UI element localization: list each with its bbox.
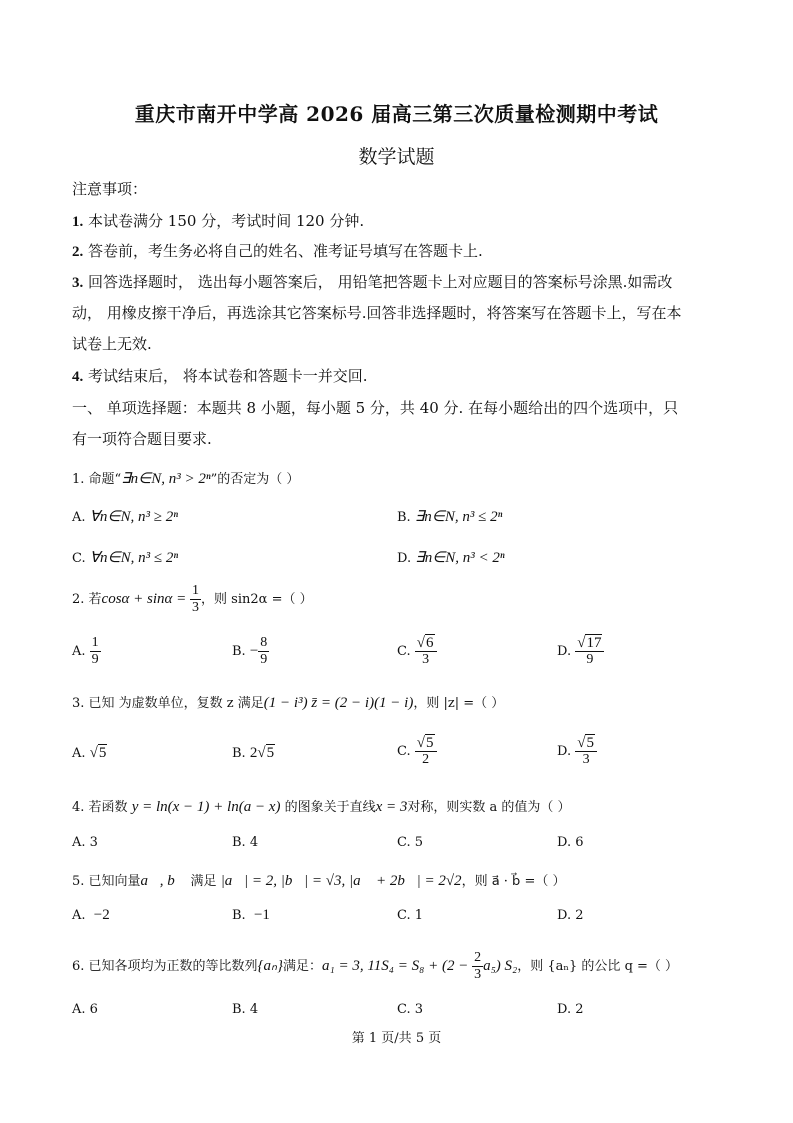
q3-option-c-label: C. xyxy=(397,744,411,759)
q5-stem-pre: 5. 已知向量 xyxy=(72,874,141,889)
q6-option-a: A. 6 xyxy=(72,1002,98,1017)
q4-option-c: C. 5 xyxy=(397,835,424,850)
q1-option-b xyxy=(397,507,502,526)
notice-item-3-num: 3. xyxy=(72,275,84,291)
question-1-stem xyxy=(72,468,299,488)
q1-option-a-label: A. xyxy=(72,510,86,525)
q2-option-d-fraction xyxy=(575,635,604,668)
q5-option-b xyxy=(232,907,270,924)
q3-d-numerator: √5 xyxy=(575,735,597,752)
q2-option-a-label: A. xyxy=(72,644,86,659)
q3-c-denominator: 2 xyxy=(422,752,430,767)
q2-c-radicand: 6 xyxy=(426,635,434,651)
q3-a-radicand: 5 xyxy=(98,745,107,761)
notice-item-3-line-1 xyxy=(72,271,672,292)
q2-a-numerator: 1 xyxy=(91,635,99,650)
q6-stem-pre: 6. 已知各项均为正数的等比数列 xyxy=(72,959,258,974)
q2-option-b xyxy=(232,635,269,668)
q4-option-b: B. 4 xyxy=(232,835,259,850)
q2-frac-denominator: 3 xyxy=(192,600,200,615)
q2-c-numerator: √6 xyxy=(415,635,437,652)
q3-stem-pre: 3. 已知 为虚数单位，复数 z 满足 xyxy=(72,696,264,711)
q2-b-numerator: 8 xyxy=(260,635,268,650)
q3-c-numerator: √5 xyxy=(415,735,437,752)
notice-item-2-text: 答卷前，考生务必将自己的姓名、准考证号填写在答题卡上. xyxy=(88,242,483,260)
q4-option-d: D. 6 xyxy=(557,835,584,850)
q1-option-a xyxy=(72,507,178,526)
q1-option-c-label: C. xyxy=(72,551,86,566)
notice-item-1 xyxy=(72,210,364,231)
q4-stem-post: 对称，则实数 a 的值为（ ） xyxy=(407,800,571,815)
q4-stem-pre: 4. 若函数 xyxy=(72,800,128,815)
q2-b-denominator: 9 xyxy=(260,652,268,667)
q5-option-b-label: B. xyxy=(232,908,246,923)
q1-option-b-expr: ∃n∈N, n³ ≤ 2ⁿ xyxy=(414,509,503,525)
q2-d-radicand: 17 xyxy=(586,635,602,651)
q6-stem-expr-1: a₁ = 3, 11S₄ = S₈ + (2 − xyxy=(322,958,473,974)
q3-d-radicand: 5 xyxy=(586,735,594,751)
q2-option-d-label: D. xyxy=(557,644,572,659)
q1-option-c-expr: ∀n∈N, n³ ≤ 2ⁿ xyxy=(89,550,179,566)
q5-option-b-value: −1 xyxy=(253,907,270,923)
notice-heading: 注意事项： xyxy=(72,180,148,198)
question-6-stem xyxy=(72,950,678,983)
q3-b-radicand: 5 xyxy=(266,745,275,761)
q3-option-b xyxy=(232,745,275,762)
q2-stem-expr: cosα + sinα = xyxy=(101,591,191,607)
q1-stem-post: ”的否定为（ ） xyxy=(210,472,300,487)
q3-option-a-label: A. xyxy=(72,746,86,761)
q3-c-radicand: 5 xyxy=(426,735,434,751)
q3-option-c xyxy=(397,735,437,768)
exam-title: 重庆市南开中学高 2026 届高三第三次质量检测期中考试 xyxy=(134,102,659,126)
q3-option-d-label: D. xyxy=(557,744,572,759)
notice-item-1-text: 本试卷满分 150 分，考试时间 120 分钟. xyxy=(88,212,365,230)
q2-option-b-label: B. xyxy=(232,644,246,659)
q6-stem-mid: 满足： xyxy=(283,959,323,974)
q3-option-d-fraction xyxy=(575,735,597,768)
q2-option-c xyxy=(397,635,437,668)
q5-option-a-value: −2 xyxy=(93,907,110,923)
q2-option-d xyxy=(557,635,604,668)
q5-option-a xyxy=(72,907,110,924)
question-2-stem xyxy=(72,583,313,616)
q1-stem-expr: ∃n∈N, n³ > 2ⁿ xyxy=(121,471,211,487)
question-5-stem xyxy=(72,870,565,890)
notice-item-3-line-3: 试卷上无效. xyxy=(72,335,152,353)
notice-item-2-num: 2. xyxy=(72,244,84,260)
q3-option-b-sqrt: √5 xyxy=(257,745,275,761)
q2-option-b-fraction xyxy=(258,635,269,668)
q5-stem-vectors: a⃗, b⃗ xyxy=(140,873,187,889)
notice-item-3-line-2: 动， 用橡皮擦干净后，再选涂其它答案标号.回答非选择题时，将答案写在答题卡上，写在本 xyxy=(72,304,682,322)
q2-option-c-label: C. xyxy=(397,644,411,659)
notice-item-3-text-1: 回答选择题时， 选出每小题答案后， 用铅笔把答题卡上对应题目的答案标号涂黑.如需改 xyxy=(88,273,673,291)
q2-option-a xyxy=(72,635,101,668)
q2-option-b-sign: − xyxy=(249,643,259,659)
q1-option-c xyxy=(72,548,178,567)
q2-stem-fraction xyxy=(190,583,201,616)
q6-stem-post: ，则 {aₙ} 的公比 q =（ ） xyxy=(517,959,679,974)
q6-stem-expr-2: a₅) S₂ xyxy=(483,958,518,974)
q2-option-c-fraction xyxy=(415,635,437,668)
q5-option-c: C. 1 xyxy=(397,908,424,923)
q6-stem-fraction xyxy=(472,950,483,983)
q3-option-b-label: B. xyxy=(232,746,246,761)
q2-stem-post: ，则 sin2α =（ ） xyxy=(201,592,313,607)
notice-item-4 xyxy=(72,365,368,386)
question-3-stem xyxy=(72,692,504,712)
q3-stem-post: ，则 |z| =（ ） xyxy=(413,696,505,711)
q2-d-denominator: 9 xyxy=(586,652,594,667)
q1-option-a-expr: ∀n∈N, n³ ≥ 2ⁿ xyxy=(89,509,178,525)
q4-option-a: A. 3 xyxy=(72,835,98,850)
q2-c-denominator: 3 xyxy=(422,652,430,667)
q6-stem-sequence: {aₙ} xyxy=(257,958,284,974)
q4-stem-expr: y = ln(x − 1) + ln(a − x) xyxy=(131,799,281,815)
notice-item-4-text: 考试结束后， 将本试卷和答题卡一并交回. xyxy=(88,367,368,385)
q6-option-d: D. 2 xyxy=(557,1002,584,1017)
q6-option-b: B. 4 xyxy=(232,1002,259,1017)
q5-option-a-label: A. xyxy=(72,908,86,923)
q2-stem-pre: 2. 若 xyxy=(72,592,102,607)
q6-frac-numerator: 2 xyxy=(474,950,482,965)
q3-d-denominator: 3 xyxy=(582,752,590,767)
exam-subtitle: 数学试题 xyxy=(358,146,435,168)
question-4-stem xyxy=(72,796,571,816)
q3-option-a xyxy=(72,745,107,762)
q2-frac-numerator: 1 xyxy=(192,583,200,598)
notice-item-1-num: 1. xyxy=(72,214,84,230)
q4-stem-expr2: x = 3 xyxy=(375,799,408,815)
notice-item-4-num: 4. xyxy=(72,369,84,385)
q3-stem-expr: (1 − i³) z̄ = (2 − i)(1 − i) xyxy=(263,695,414,711)
q2-option-a-fraction xyxy=(90,635,101,668)
q5-stem-post: ，则 a⃗ · b⃗ =（ ） xyxy=(461,874,566,889)
q1-option-d-expr: ∃n∈N, n³ < 2ⁿ xyxy=(415,550,505,566)
q4-stem-mid: 的图象关于直线 xyxy=(284,800,376,815)
q2-d-numerator: √17 xyxy=(575,635,604,652)
q6-frac-denominator: 3 xyxy=(474,967,482,982)
q2-a-denominator: 9 xyxy=(91,652,99,667)
q6-option-c: C. 3 xyxy=(397,1002,424,1017)
q3-option-a-sqrt: √5 xyxy=(89,745,107,761)
section-heading-line-2: 有一项符合题目要求. xyxy=(72,430,212,448)
page-footer: 第 1 页/共 5 页 xyxy=(351,1031,442,1046)
q5-stem-expr: |a⃗| = 2, |b⃗| = √3, |a⃗ + 2b⃗| = 2√2 xyxy=(220,873,462,889)
q3-b-coefficient: 2 xyxy=(249,745,258,761)
q1-stem-pre: 1. 命题“ xyxy=(72,472,122,487)
q1-option-b-label: B. xyxy=(397,510,411,525)
q3-option-c-fraction xyxy=(415,735,437,768)
q5-stem-mid: 满足 xyxy=(190,874,217,889)
q1-option-d xyxy=(397,548,505,567)
q5-option-d: D. 2 xyxy=(557,908,584,923)
notice-item-2 xyxy=(72,240,483,261)
section-heading-line-1: 一、 单项选择题：本题共 8 小题，每小题 5 分，共 40 分. 在每小题给出的四个选项中，只 xyxy=(72,399,679,417)
q1-option-d-label: D. xyxy=(397,551,412,566)
q3-option-d xyxy=(557,735,597,768)
